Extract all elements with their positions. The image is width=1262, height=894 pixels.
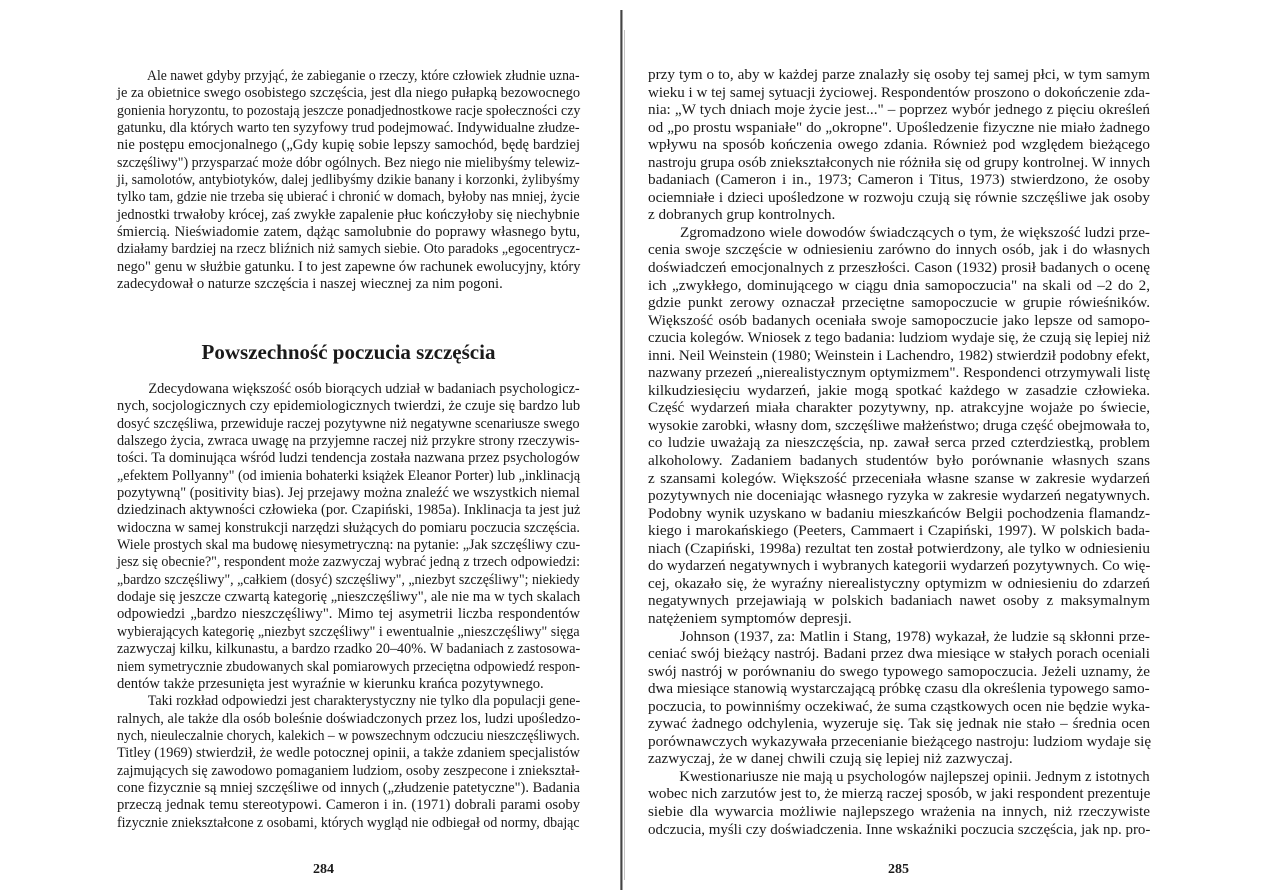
text-line: Podobny wynik uzyskano w badaniu mieszkańców Belgii pochodzenia flamandz- (648, 504, 1150, 522)
text-line: ji, samolotów, antybiotyków, dalej jedlibyśmy dzikie banany i korzonki, żylibyśmy (117, 172, 580, 189)
paragraph (117, 693, 580, 832)
text-line: zadecydował o naturze szczęścia i naszej wiecznej za nim pogoni. (117, 276, 503, 293)
text-line: ociemniałe i dzieci upośledzone w rozwoju czują się równie szczęśliwe jak osoby (648, 188, 1150, 206)
text-line: gatunku, dla których warto ten syzyfowy trud podejmować. Indywidualne złudze- (117, 120, 580, 137)
text-line: nastroju grupa osób zniekształconych nie różniła się od grupy kontrolnej. W innych (648, 153, 1151, 171)
text-line: Kwestionariusze nie mają u psychologów najlepszej opinii. Jednym z istotnych (679, 767, 1150, 785)
text-line: porównawczych wykazywała przecenianie bieżącego nastroju: ludziom wydaje się (648, 732, 1152, 750)
text-line: Wiele prostych skal ma budowę niesymetryczną: na pytanie: „Jak szczęśliwy czu- (117, 537, 581, 554)
text-line: śmiercią. Nieświadomie zatem, dążąc samolubnie do poprawy własnego bytu, (117, 224, 580, 241)
text-line: zazwyczaj, że w danej chwili czują się lepiej niż zazwyczaj. (648, 750, 1013, 768)
text-line: nia: „W tych dniach moje życie jest..." – poprzez wybór jednego z pięciu określeń (648, 101, 1150, 119)
paragraph (117, 381, 580, 693)
text-line: gdzie punkt zerowy oznaczał przeciętne samopoczucie w grupie rówieśników. (648, 294, 1150, 312)
text-line: wieku i w tej samej sytuacji życiowej. Respondentów proszono o dokończenie zda- (648, 83, 1150, 101)
text-line: dziedzinach aktywności człowieka (por. Czapiński, 1985a). Inklinacja ta jest już (117, 502, 581, 519)
text-line: kiego i marokańskiego (Peeters, Cammaert i Czapiński, 1997). W polskich bada- (648, 522, 1150, 540)
text-line: Taki rozkład odpowiedzi jest charakterystyczny nie tylko dla populacji gene- (147, 693, 581, 710)
text-line: od „po prostu wspaniałe" do „okropne". Upośledzenie fizyczne nie miało żadnego (648, 118, 1150, 136)
text-line: ralnych, ale także dla osób boleśnie doświadczonych przez los, ludzi upośledzo- (117, 710, 581, 727)
text-line: nazwany przezeń „nierealistycznym optymizmem". Respondenci otrzymywali listę (648, 364, 1151, 382)
text-line: negatywnych przejawiają w polskich badaniach nawet osoby z maksymalnym (648, 592, 1150, 610)
text-line: odpowiedzi „bardzo nieszczęśliwy". Mimo tej asymetrii liczba respondentów (117, 606, 580, 623)
text-line: cenia swoje szczęście w odniesieniu zarówno do innych osób, jak i do własnych (648, 241, 1150, 259)
text-line: wobec nich zarzutów jest to, że mierzą raczej sposób, w jaki respondent prezentuje (648, 785, 1151, 803)
text-line: z dobranych grup kontrolnych. (648, 206, 836, 224)
paragraph (648, 224, 1150, 628)
text-line: kilkudziesięciu wydarzeń, jakie mogą spotkać każdego w zasadzie człowieka. (648, 381, 1150, 399)
text-line: dosyć szczęśliwa, przewiduje raczej pozytywne niż negatywne scenariusze swego (117, 415, 580, 432)
text-line: działamy bardziej na rzecz bliźnich niż samych siebie. Oto paradoks „egocentrycz- (117, 241, 581, 258)
text-line: Johnson (1937, za: Matlin i Stang, 1978) wykazał, że ludzie są skłonni prze- (680, 627, 1150, 645)
paragraph (648, 66, 1150, 224)
text-line: niach (Czapiński, 1998a) rezultat ten został potwierdzony, ale tylko w odniesieniu (648, 539, 1150, 557)
paragraph (117, 68, 580, 293)
text-line: widoczna w samej konstrukcji narzędzi służących do pomiaru poczucia szczęścia. (117, 519, 580, 536)
text-line: je za obietnice swego osobistego szczęścia, jest dla niego pułapką bezowocnego (117, 85, 581, 102)
text-line: gonienia horyzontu, to pozostają jeszcze ponadjednostkowe racje społeczności czy (117, 102, 581, 119)
text-line: zajmujących się zawodowo pomaganiem ludziom, osoby zeszpecone i zniekształ- (117, 762, 580, 779)
page-number: 285 (888, 862, 909, 877)
text-line: pozytywnych nie doceniając własnego ryzyka w zakresie wydarzeń negatywnych. (648, 487, 1150, 505)
text-line: do wydarzeń negatywnych i wybranych kategorii wydarzeń pozytywnych. Co wię- (648, 557, 1151, 575)
right-page (626, 0, 1262, 894)
text-line: badaniach (Cameron i in., 1973; Cameron i Titus, 1973) stwierdzono, że osoby (648, 171, 1150, 189)
text-line: jednostki trwałoby krócej, zaś zwykłe zapalenie płuc kończyłoby się niechybnie (117, 206, 580, 223)
text-line: natężeniem symptomów depresji. (648, 609, 852, 627)
text-line: ceniać swój bieżący nastrój. Badani przez dwa miesiące w stałych porach oceniali (648, 645, 1150, 663)
page-number: 284 (313, 862, 334, 877)
text-line: alkoholowy. Zadaniem badanych studentów było porównanie własnych szans (648, 452, 1150, 470)
text-line: inni. Neil Weinstein (1980; Weinstein i Lachendro, 1982) stwierdził podobny efekt, (648, 346, 1150, 364)
book-gutter-shadow (624, 30, 625, 880)
text-line: przeczą jednak temu stereotypowi. Cameron i in. (1971) dobrali parami osoby (117, 797, 580, 814)
text-line: nego" genu w służbie gatunku. I to jest zapewne ów rachunek ewolucyjny, który (117, 258, 581, 275)
text-line: nych, nieuleczalnie chorych, kalekich – w powszechnym odczuciu nieszczęśliwych. (117, 727, 580, 744)
text-line: szczęśliwy") przysparzać może dóbr ogólnych. Bez niego nie mielibyśmy telewiz- (117, 154, 580, 171)
text-line: siebie dla wywarcia możliwie najlepszego wrażenia na innych, niż rzeczywiste (648, 802, 1150, 820)
text-line: co ludzie uważają za nieszczęścia, np. zawał serca przed czterdziestką, problem (648, 434, 1150, 452)
text-line: dentów także przesunięta jest wyraźnie w kierunku krańca pozytywnego. (117, 675, 544, 692)
paragraph (648, 768, 1150, 838)
text-line: ich „zwykłego, dominującego w ciągu dnia samopoczucia" na skali od –2 do 2, (648, 276, 1150, 294)
intro-text-block (117, 68, 580, 293)
text-line: zywać żadnego odchylenia, wyzeruje się. Tak się jednak nie stało – średnia ocen (648, 715, 1150, 733)
body-text-block (648, 66, 1150, 838)
text-line: wybierających kategorię „niezbyt szczęśliwy" i ewentualnie „nieszczęśliwy" sięga (117, 623, 580, 640)
text-line: dwa miesiące stanowią wystarczającą próbkę czasu dla określenia typowego samo- (648, 680, 1150, 698)
text-line: zazwyczaj kilku, kilkunastu, a bardzo rzadko 20–40%. W badaniach z zastosowa- (117, 641, 581, 658)
paragraph (648, 628, 1150, 768)
section-heading: Powszechność poczucia szczęścia (201, 340, 496, 364)
text-line: tylko tam, gdzie nie trzeba się ubierać i chronić w domach, byłoby nas mniej, życie (117, 189, 580, 206)
text-line: dodaje się jeszcze czwartą kategorię „nieszczęśliwy", ale nie ma w tych skalach (117, 589, 581, 606)
text-line: jesz się obecnie?", respondent może zazwyczaj wybrać jedną z trzech odpowiedzi: (117, 554, 581, 571)
text-line: Ale nawet gdyby przyjąć, że zabieganie o rzeczy, które człowiek złudnie uzna- (147, 68, 580, 84)
text-line: czucia kolegów. Wniosek z tego badania: ludziom wydaje się, że czują się lepiej niż (648, 329, 1151, 347)
text-line: nych, socjologicznych czy epidemiologicznych twierdzi, że czuje się bardzo lub (117, 398, 581, 415)
text-line: swój nastrój w porównaniu do swego typowego samopoczucia. Jeżeli uznamy, że (648, 662, 1150, 680)
text-line: nie postępu emocjonalnego („Gdy kupię sobie lepszy samochód, będę bardziej (117, 137, 580, 154)
text-line: Część wydarzeń miała charakter pozytywny, np. atrakcyjne wojaże po świecie, (648, 399, 1150, 417)
text-line: fizycznie zniekształcone z osobami, których wygląd nie odbiegał od normy, dbając (117, 814, 580, 831)
text-line: dalszego życia, zwraca uwagę na przyjemne raczej niż przykre strony rzeczywis- (117, 433, 580, 450)
text-line: wpływu na sposób kończenia owego zdania. Również pod względem bieżącego (648, 136, 1150, 154)
text-line: przy tym o to, aby w każdej parze znalazły się osoby tej samej płci, w tym samym (648, 66, 1150, 83)
text-line: Większość osób badanych oceniała swoje samopoczucie jako lepsze od samopo- (648, 311, 1150, 329)
text-line: doświadczeń emocjonalnych z przeszłości. Cason (1932) prosił badanych o ocenę (648, 259, 1150, 277)
text-line: „bardzo szczęśliwy", „całkiem (dosyć) szczęśliwy", „niezbyt szczęśliwy"; niekiedy (117, 571, 580, 588)
text-line: niem symetrycznie zbudowanych skal pomiarowych przeciętna odpowiedź respon- (117, 658, 581, 675)
text-line: z szansami kolegów. Większość przeceniała własne szanse w zakresie wydarzeń (648, 469, 1150, 487)
section-text-block (117, 381, 580, 832)
text-line: cone fizycznie są mniej szczęśliwe od innych („złudzenie patetyczne"). Badania (117, 779, 580, 796)
text-line: poczucia, to powinniśmy oczekiwać, że suma cząstkowych ocen nie będzie wyka- (648, 697, 1150, 715)
text-line: odczucia, myśli czy doświadczenia. Inne wskaźniki poczucia szczęścia, jak np. pro- (648, 820, 1151, 838)
text-line: tości. Ta dominująca wśród ludzi tendencja została nazwana przez psychologów (117, 450, 580, 467)
text-line: Zgromadzono wiele dowodów świadczących o tym, że większość ludzi prze- (680, 223, 1150, 241)
text-line: cej, okazało się, że wyraźny nierealistyczny optymizm w odniesieniu do zdarzeń (648, 574, 1150, 592)
left-page (0, 0, 622, 894)
text-line: Zdecydowana większość osób biorących udział w badaniach psychologicz- (148, 381, 580, 397)
text-line: Titley (1969) stwierdził, że wedle potocznej opinii, a także zdaniem specjalistów (117, 745, 580, 762)
text-line: wysokie zarobki, własny dom, szczęśliwe małżeństwo; druga część obejmowała to, (648, 416, 1150, 434)
text-line: pozytywną" (positivity bias). Jej przejawy można znaleźć we wszystkich niemal (117, 485, 580, 502)
text-line: „efektem Pollyanny" (od imienia bohaterki książek Eleanor Porter) lub „inklinacją (117, 467, 581, 484)
